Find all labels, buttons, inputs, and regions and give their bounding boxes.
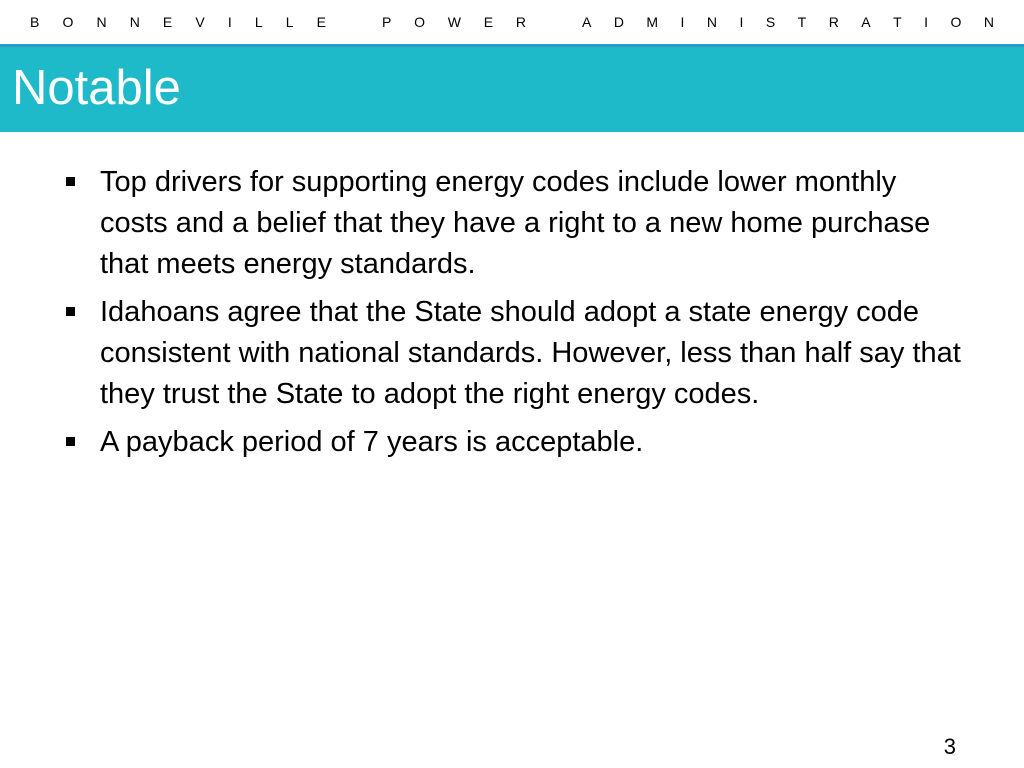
banner-letter: R xyxy=(828,14,839,30)
banner-letter: W xyxy=(447,14,461,30)
banner-letter: I xyxy=(924,14,929,30)
banner-letter: E xyxy=(483,14,494,30)
banner-letter: D xyxy=(613,14,624,30)
banner-letter: M xyxy=(646,14,659,30)
organization-word-2 xyxy=(382,14,526,30)
bullet-item xyxy=(62,162,972,285)
banner-letter: L xyxy=(254,14,263,30)
bullet-text: Idahoans agree that the State should adopt a state energy code consistent with national standards. However, less than half say that they trust the State to adopt the right energy codes. xyxy=(100,296,961,410)
banner-letter: I xyxy=(739,14,744,30)
bullet-text: A payback period of 7 years is acceptable. xyxy=(100,426,644,458)
banner-letter: L xyxy=(285,14,294,30)
banner-letter: N xyxy=(983,14,994,30)
banner-letter: I xyxy=(227,14,232,30)
banner-letter: P xyxy=(382,14,392,30)
banner-letter: N xyxy=(96,14,107,30)
banner-letter: I xyxy=(680,14,685,30)
banner-letter: A xyxy=(582,14,592,30)
banner-letter: V xyxy=(195,14,205,30)
organization-banner xyxy=(0,0,1024,44)
page-number: 3 xyxy=(943,734,956,759)
bullet-item xyxy=(62,422,972,463)
banner-letter: B xyxy=(30,14,40,30)
banner-letter: A xyxy=(861,14,871,30)
banner-letter: N xyxy=(706,14,718,30)
banner-letter: E xyxy=(162,14,173,30)
organization-word-3 xyxy=(582,14,994,30)
banner-letter: T xyxy=(893,14,902,30)
banner-letter: O xyxy=(950,14,962,30)
banner-letter: E xyxy=(316,14,326,30)
square-bullet-icon xyxy=(66,307,75,316)
bullet-item xyxy=(62,292,972,415)
square-bullet-icon xyxy=(66,437,75,446)
banner-letter: S xyxy=(765,14,776,30)
square-bullet-icon xyxy=(66,177,75,186)
banner-letter: T xyxy=(797,14,807,30)
banner-letter: N xyxy=(129,14,140,30)
banner-letter: R xyxy=(515,14,526,30)
banner-letter: O xyxy=(62,14,74,30)
organization-word-1 xyxy=(30,14,326,30)
slide-title: Notable xyxy=(12,61,181,115)
bullet-list xyxy=(62,162,972,470)
banner-letter: O xyxy=(414,14,425,30)
title-bar xyxy=(0,44,1024,132)
bullet-text: Top drivers for supporting energy codes include lower monthly costs and a belief that they have a right to a new home purchase that meets energy standards. xyxy=(100,166,931,280)
